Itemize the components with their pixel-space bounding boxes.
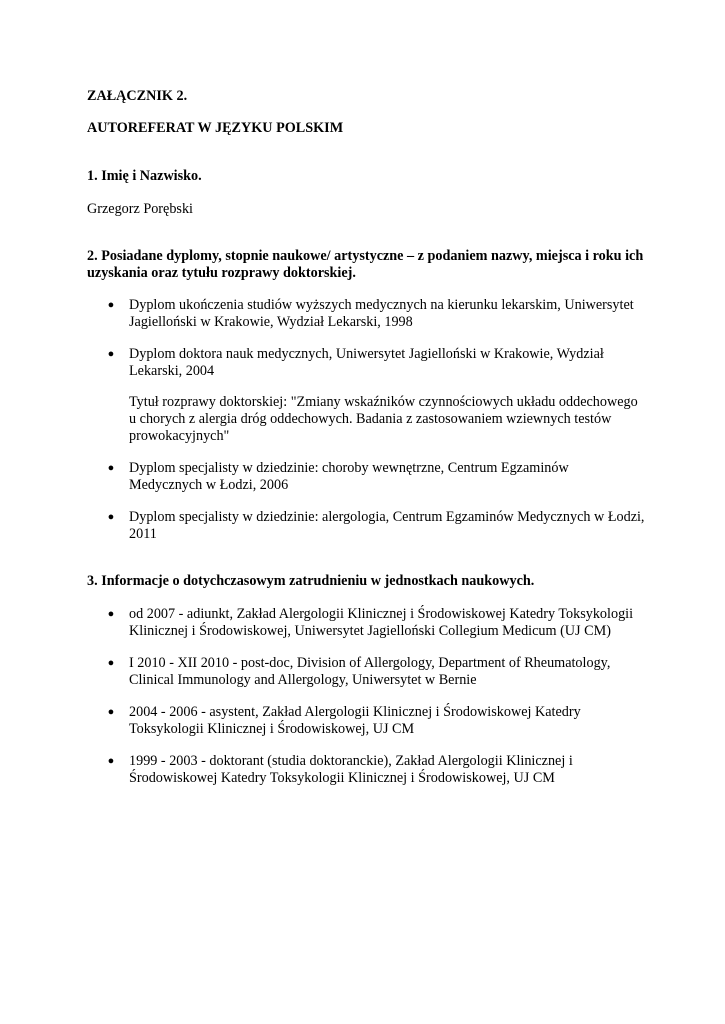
list-item-line: 1999 - 2003 - doktorant (studia doktoranckie), Zakład Alergologii Klinicznej i: [129, 753, 573, 769]
thesis-note-line: u chorych z alergia dróg oddechowych. Badania z zastosowaniem wziewnych testów: [129, 411, 612, 427]
bullet-icon: ●: [107, 511, 115, 523]
thesis-note-line: prowokacyjnych": [129, 428, 230, 444]
list-item-line: 2011: [129, 526, 157, 542]
bullet-icon: ●: [107, 299, 115, 311]
list-item-line: Dyplom doktora nauk medycznych, Uniwersytet Jagielloński w Krakowie, Wydział: [129, 346, 604, 362]
section2-heading-line: uzyskania oraz tytułu rozprawy doktorskiej.: [87, 265, 356, 281]
list-item-text: [129, 297, 649, 331]
list-item-text: [129, 509, 649, 543]
list-item-text: [129, 753, 649, 787]
list-item-line: Clinical Immunology and Allergology, Uniwersytet w Bernie: [129, 672, 477, 688]
list-item-line: Dyplom ukończenia studiów wyższych medycznych na kierunku lekarskim, Uniwersytet: [129, 297, 634, 313]
list-item-line: Lekarski, 2004: [129, 363, 215, 379]
section1-heading: 1. Imię i Nazwisko.: [87, 168, 202, 184]
thesis-note-line: Tytuł rozprawy doktorskiej: "Zmiany wskaźników czynnościowych układu oddechowego: [129, 394, 638, 410]
bullet-icon: ●: [107, 657, 115, 669]
bullet-icon: ●: [107, 706, 115, 718]
annex-title: ZAŁĄCZNIK 2.: [87, 88, 188, 104]
bullet-icon: ●: [107, 462, 115, 474]
section2-heading: [87, 248, 647, 282]
list-item-line: Toksykologii Klinicznej i Środowiskowej, UJ CM: [129, 721, 415, 737]
section2-heading-line: 2. Posiadane dyplomy, stopnie naukowe/ artystyczne – z podaniem nazwy, miejsca i roku ich: [87, 248, 644, 264]
list-item-line: od 2007 - adiunkt, Zakład Alergologii Klinicznej i Środowiskowej Katedry Toksykologii: [129, 606, 634, 622]
bullet-icon: ●: [107, 608, 115, 620]
list-item-text: [129, 655, 649, 689]
person-name: Grzegorz Porębski: [87, 201, 193, 217]
list-item-line: Środowiskowej Katedry Toksykologii Klinicznej i Środowiskowej, UJ CM: [129, 770, 555, 786]
section3-heading: 3. Informacje o dotychczasowym zatrudnieniu w jednostkach naukowych.: [87, 573, 535, 589]
list-item-line: Jagielloński w Krakowie, Wydział Lekarski, 1998: [129, 314, 413, 330]
thesis-title-note: [129, 394, 649, 445]
list-item-text: [129, 460, 649, 494]
bullet-icon: ●: [107, 348, 115, 360]
list-item-line: Dyplom specjalisty w dziedzinie: choroby wewnętrzne, Centrum Egzaminów: [129, 460, 569, 476]
list-item-line: I 2010 - XII 2010 - post-doc, Division of Allergology, Department of Rheumatology,: [129, 655, 611, 671]
list-item-line: Dyplom specjalisty w dziedzinie: alergologia, Centrum Egzaminów Medycznych w Łodzi,: [129, 509, 645, 525]
list-item-line: Medycznych w Łodzi, 2006: [129, 477, 289, 493]
list-item-line: Klinicznej i Środowiskowej, Uniwersytet Jagielloński Collegium Medicum (UJ CM): [129, 623, 611, 639]
list-item-text: [129, 346, 649, 380]
list-item-text: [129, 704, 649, 738]
list-item-text: [129, 606, 649, 640]
bullet-icon: ●: [107, 755, 115, 767]
main-title: AUTOREFERAT W JĘZYKU POLSKIM: [87, 120, 344, 136]
list-item-line: 2004 - 2006 - asystent, Zakład Alergologii Klinicznej i Środowiskowej Katedry: [129, 704, 581, 720]
